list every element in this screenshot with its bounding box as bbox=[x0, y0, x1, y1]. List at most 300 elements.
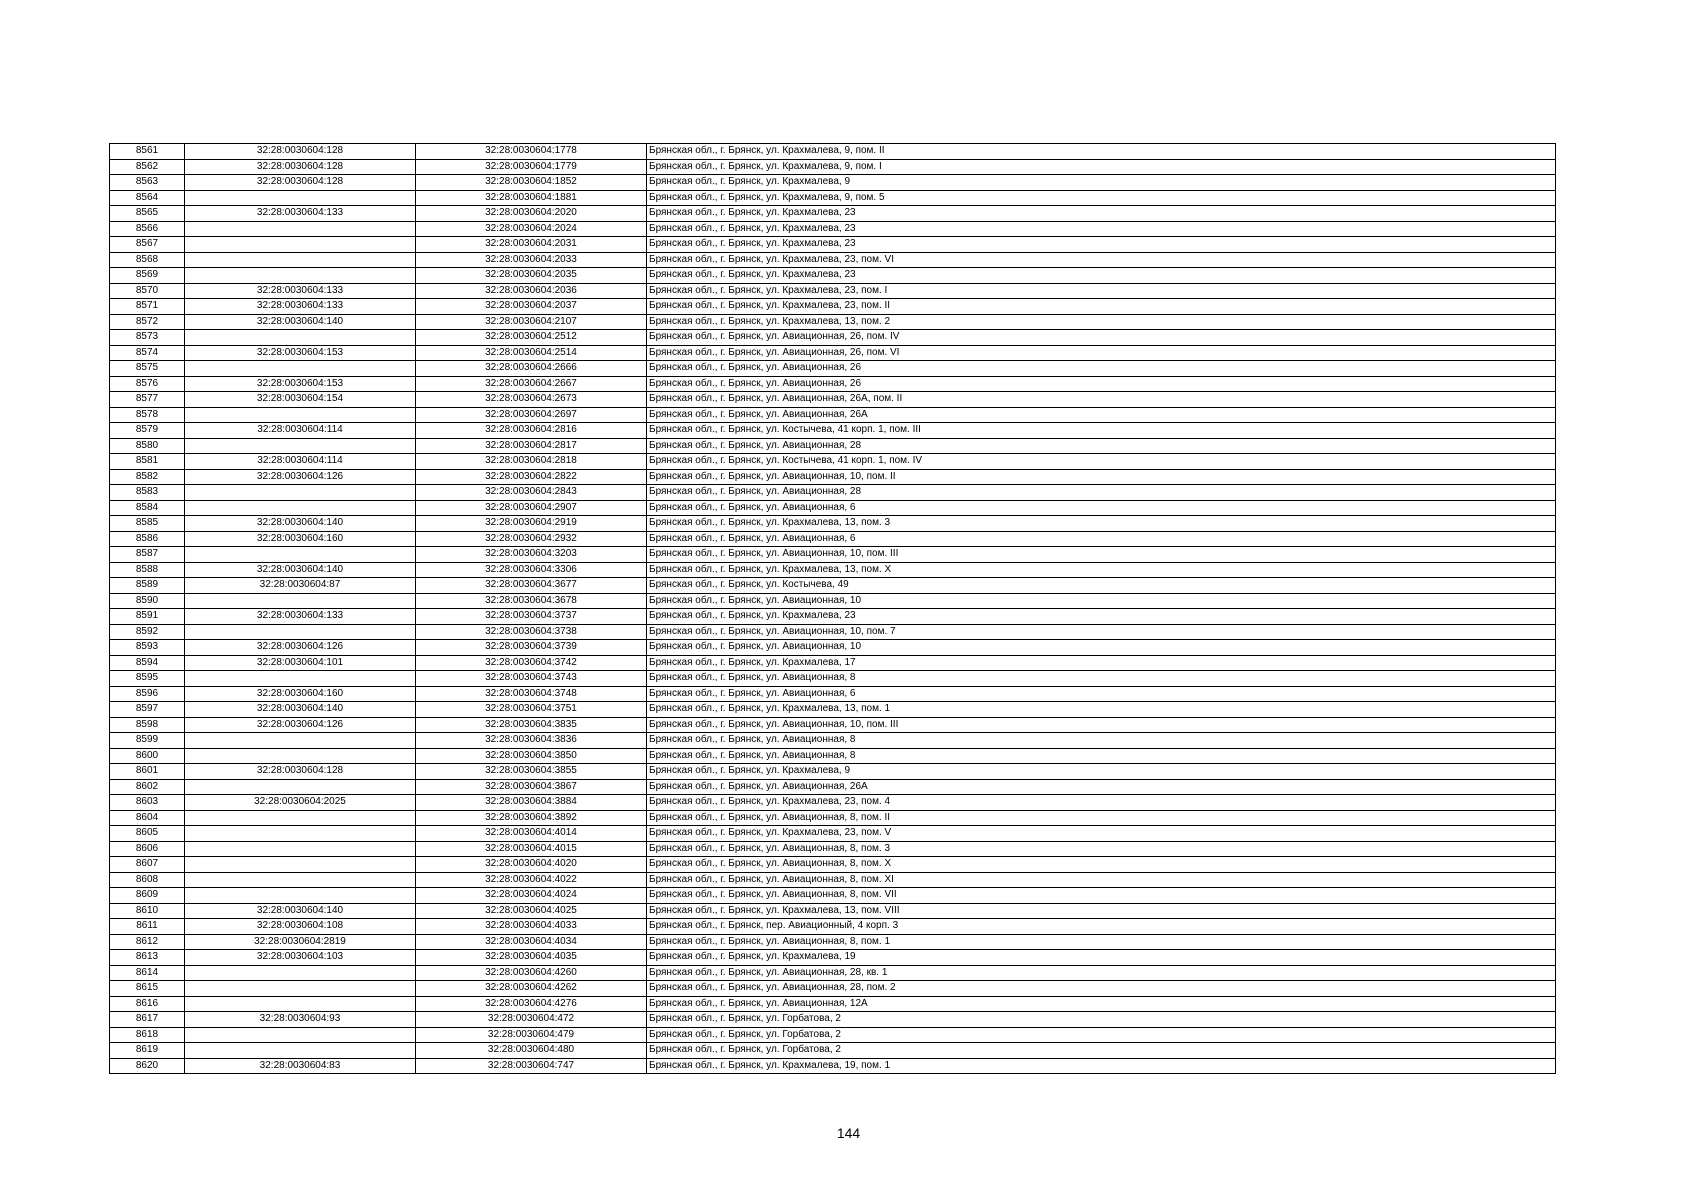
table-row bbox=[110, 407, 1556, 423]
table-row bbox=[110, 702, 1556, 718]
row-number-cell: 8620 bbox=[110, 1058, 185, 1074]
address-cell: Брянская обл., г. Брянск, ул. Костычева, 41 корп. 1, пом. III bbox=[647, 423, 1556, 439]
parent-cadastral-number-cell: 32:28:0030604:128 bbox=[185, 175, 416, 191]
row-number-cell: 8595 bbox=[110, 671, 185, 687]
address-cell: Брянская обл., г. Брянск, ул. Авиационная, 8, пом. II bbox=[647, 810, 1556, 826]
row-number-cell: 8616 bbox=[110, 996, 185, 1012]
parent-cadastral-number-cell: 32:28:0030604:101 bbox=[185, 655, 416, 671]
parent-cadastral-number-cell: 32:28:0030604:126 bbox=[185, 717, 416, 733]
table-row bbox=[110, 361, 1556, 377]
table-row bbox=[110, 671, 1556, 687]
table-row bbox=[110, 221, 1556, 237]
parent-cadastral-number-cell: 32:28:0030604:140 bbox=[185, 562, 416, 578]
address-cell: Брянская обл., г. Брянск, ул. Крахмалева, 9, пом. II bbox=[647, 144, 1556, 160]
table-row bbox=[110, 314, 1556, 330]
row-number-cell: 8568 bbox=[110, 252, 185, 268]
address-cell: Брянская обл., г. Брянск, ул. Авиационная, 10, пом. II bbox=[647, 469, 1556, 485]
table-row bbox=[110, 981, 1556, 997]
cadastral-number-cell: 32:28:0030604:4276 bbox=[416, 996, 647, 1012]
parent-cadastral-number-cell: 32:28:0030604:133 bbox=[185, 206, 416, 222]
table-row bbox=[110, 640, 1556, 656]
parent-cadastral-number-cell bbox=[185, 221, 416, 237]
row-number-cell: 8580 bbox=[110, 438, 185, 454]
row-number-cell: 8591 bbox=[110, 609, 185, 625]
cadastral-number-cell: 32:28:0030604:3742 bbox=[416, 655, 647, 671]
cadastral-number-cell: 32:28:0030604:3835 bbox=[416, 717, 647, 733]
address-cell: Брянская обл., г. Брянск, ул. Крахмалева, 23 bbox=[647, 268, 1556, 284]
cadastral-number-cell: 32:28:0030604:3892 bbox=[416, 810, 647, 826]
row-number-cell: 8610 bbox=[110, 903, 185, 919]
row-number-cell: 8577 bbox=[110, 392, 185, 408]
parent-cadastral-number-cell bbox=[185, 810, 416, 826]
parent-cadastral-number-cell bbox=[185, 500, 416, 516]
parent-cadastral-number-cell bbox=[185, 361, 416, 377]
parent-cadastral-number-cell bbox=[185, 624, 416, 640]
cadastral-number-cell: 32:28:0030604:2673 bbox=[416, 392, 647, 408]
table-row bbox=[110, 733, 1556, 749]
table-row bbox=[110, 376, 1556, 392]
cadastral-number-cell: 32:28:0030604:3743 bbox=[416, 671, 647, 687]
address-cell: Брянская обл., г. Брянск, ул. Крахмалева, 23 bbox=[647, 237, 1556, 253]
address-cell: Брянская обл., г. Брянск, ул. Авиационная, 26, пом. IV bbox=[647, 330, 1556, 346]
cadastral-number-cell: 32:28:0030604:1852 bbox=[416, 175, 647, 191]
row-number-cell: 8561 bbox=[110, 144, 185, 160]
parent-cadastral-number-cell bbox=[185, 407, 416, 423]
address-cell: Брянская обл., г. Брянск, ул. Авиационная, 8 bbox=[647, 733, 1556, 749]
parent-cadastral-number-cell: 32:28:0030604:140 bbox=[185, 903, 416, 919]
table-row bbox=[110, 764, 1556, 780]
row-number-cell: 8608 bbox=[110, 872, 185, 888]
row-number-cell: 8589 bbox=[110, 578, 185, 594]
cadastral-number-cell: 32:28:0030604:3751 bbox=[416, 702, 647, 718]
parent-cadastral-number-cell bbox=[185, 996, 416, 1012]
table-row bbox=[110, 841, 1556, 857]
cadastral-number-cell: 32:28:0030604:3867 bbox=[416, 779, 647, 795]
table-row bbox=[110, 934, 1556, 950]
parent-cadastral-number-cell bbox=[185, 268, 416, 284]
address-cell: Брянская обл., г. Брянск, ул. Крахмалева, 23, пом. II bbox=[647, 299, 1556, 315]
parent-cadastral-number-cell bbox=[185, 190, 416, 206]
cadastral-number-cell: 32:28:0030604:2512 bbox=[416, 330, 647, 346]
address-cell: Брянская обл., г. Брянск, ул. Авиационная, 10, пом. III bbox=[647, 717, 1556, 733]
cadastral-number-cell: 32:28:0030604:4260 bbox=[416, 965, 647, 981]
address-cell: Брянская обл., г. Брянск, ул. Авиационная, 8, пом. X bbox=[647, 857, 1556, 873]
address-cell: Брянская обл., г. Брянск, ул. Авиационная, 26 bbox=[647, 361, 1556, 377]
table-row bbox=[110, 190, 1556, 206]
table-row bbox=[110, 516, 1556, 532]
table-row bbox=[110, 454, 1556, 470]
row-number-cell: 8607 bbox=[110, 857, 185, 873]
row-number-cell: 8569 bbox=[110, 268, 185, 284]
address-cell: Брянская обл., г. Брянск, ул. Авиационная, 8 bbox=[647, 748, 1556, 764]
table-row bbox=[110, 547, 1556, 563]
table-row bbox=[110, 345, 1556, 361]
parent-cadastral-number-cell bbox=[185, 779, 416, 795]
row-number-cell: 8617 bbox=[110, 1012, 185, 1028]
cadastral-number-cell: 32:28:0030604:3678 bbox=[416, 593, 647, 609]
row-number-cell: 8605 bbox=[110, 826, 185, 842]
address-cell: Брянская обл., г. Брянск, ул. Авиационная, 6 bbox=[647, 686, 1556, 702]
cadastral-number-cell: 32:28:0030604:2843 bbox=[416, 485, 647, 501]
table-row bbox=[110, 392, 1556, 408]
cadastral-number-cell: 32:28:0030604:4020 bbox=[416, 857, 647, 873]
parent-cadastral-number-cell: 32:28:0030604:160 bbox=[185, 531, 416, 547]
row-number-cell: 8588 bbox=[110, 562, 185, 578]
parent-cadastral-number-cell: 32:28:0030604:128 bbox=[185, 144, 416, 160]
row-number-cell: 8566 bbox=[110, 221, 185, 237]
parent-cadastral-number-cell bbox=[185, 733, 416, 749]
row-number-cell: 8579 bbox=[110, 423, 185, 439]
address-cell: Брянская обл., г. Брянск, ул. Авиационная, 8 bbox=[647, 671, 1556, 687]
parent-cadastral-number-cell: 32:28:0030604:114 bbox=[185, 423, 416, 439]
cadastral-number-cell: 32:28:0030604:4034 bbox=[416, 934, 647, 950]
parent-cadastral-number-cell bbox=[185, 841, 416, 857]
cadastral-number-cell: 32:28:0030604:2816 bbox=[416, 423, 647, 439]
cadastral-number-cell: 32:28:0030604:3855 bbox=[416, 764, 647, 780]
address-cell: Брянская обл., г. Брянск, ул. Авиационная, 26 bbox=[647, 376, 1556, 392]
address-cell: Брянская обл., г. Брянск, ул. Авиационная, 26А bbox=[647, 407, 1556, 423]
row-number-cell: 8582 bbox=[110, 469, 185, 485]
row-number-cell: 8585 bbox=[110, 516, 185, 532]
cadastral-number-cell: 32:28:0030604:480 bbox=[416, 1043, 647, 1059]
address-cell: Брянская обл., г. Брянск, ул. Костычева, 41 корп. 1, пом. IV bbox=[647, 454, 1556, 470]
parent-cadastral-number-cell: 32:28:0030604:126 bbox=[185, 469, 416, 485]
cadastral-number-cell: 32:28:0030604:3850 bbox=[416, 748, 647, 764]
parent-cadastral-number-cell: 32:28:0030604:2819 bbox=[185, 934, 416, 950]
parent-cadastral-number-cell: 32:28:0030604:93 bbox=[185, 1012, 416, 1028]
parent-cadastral-number-cell: 32:28:0030604:128 bbox=[185, 159, 416, 175]
parent-cadastral-number-cell: 32:28:0030604:133 bbox=[185, 299, 416, 315]
address-cell: Брянская обл., г. Брянск, ул. Горбатова, 2 bbox=[647, 1012, 1556, 1028]
cadastral-number-cell: 32:28:0030604:2107 bbox=[416, 314, 647, 330]
table-row bbox=[110, 252, 1556, 268]
table-row bbox=[110, 655, 1556, 671]
address-cell: Брянская обл., г. Брянск, ул. Крахмалева, 23 bbox=[647, 609, 1556, 625]
table-row bbox=[110, 826, 1556, 842]
table-row bbox=[110, 469, 1556, 485]
table-row bbox=[110, 423, 1556, 439]
address-cell: Брянская обл., г. Брянск, ул. Крахмалева, 17 bbox=[647, 655, 1556, 671]
cadastral-number-cell: 32:28:0030604:747 bbox=[416, 1058, 647, 1074]
parent-cadastral-number-cell: 32:28:0030604:128 bbox=[185, 764, 416, 780]
cadastral-number-cell: 32:28:0030604:4014 bbox=[416, 826, 647, 842]
parent-cadastral-number-cell bbox=[185, 547, 416, 563]
table-row bbox=[110, 779, 1556, 795]
cadastral-number-cell: 32:28:0030604:2932 bbox=[416, 531, 647, 547]
address-cell: Брянская обл., г. Брянск, ул. Крахмалева, 19 bbox=[647, 950, 1556, 966]
parent-cadastral-number-cell bbox=[185, 593, 416, 609]
parent-cadastral-number-cell bbox=[185, 748, 416, 764]
table-row bbox=[110, 206, 1556, 222]
address-cell: Брянская обл., г. Брянск, ул. Авиационная, 10, пом. 7 bbox=[647, 624, 1556, 640]
cadastral-number-cell: 32:28:0030604:2666 bbox=[416, 361, 647, 377]
row-number-cell: 8586 bbox=[110, 531, 185, 547]
parent-cadastral-number-cell: 32:28:0030604:160 bbox=[185, 686, 416, 702]
address-cell: Брянская обл., г. Брянск, ул. Авиационная, 28, кв. 1 bbox=[647, 965, 1556, 981]
cadastral-number-cell: 32:28:0030604:2818 bbox=[416, 454, 647, 470]
table-row bbox=[110, 593, 1556, 609]
table-row bbox=[110, 903, 1556, 919]
cadastral-number-cell: 32:28:0030604:2919 bbox=[416, 516, 647, 532]
table-row bbox=[110, 810, 1556, 826]
row-number-cell: 8572 bbox=[110, 314, 185, 330]
row-number-cell: 8567 bbox=[110, 237, 185, 253]
cadastral-number-cell: 32:28:0030604:1779 bbox=[416, 159, 647, 175]
address-cell: Брянская обл., г. Брянск, ул. Авиационная, 8, пом. 1 bbox=[647, 934, 1556, 950]
parent-cadastral-number-cell bbox=[185, 981, 416, 997]
row-number-cell: 8584 bbox=[110, 500, 185, 516]
parent-cadastral-number-cell: 32:28:0030604:133 bbox=[185, 283, 416, 299]
table-row bbox=[110, 144, 1556, 160]
address-cell: Брянская обл., г. Брянск, ул. Авиационная, 8, пом. XI bbox=[647, 872, 1556, 888]
address-cell: Брянская обл., г. Брянск, ул. Крахмалева, 23, пом. 4 bbox=[647, 795, 1556, 811]
row-number-cell: 8609 bbox=[110, 888, 185, 904]
row-number-cell: 8618 bbox=[110, 1027, 185, 1043]
table-row bbox=[110, 996, 1556, 1012]
parent-cadastral-number-cell bbox=[185, 965, 416, 981]
address-cell: Брянская обл., г. Брянск, ул. Горбатова, 2 bbox=[647, 1027, 1556, 1043]
cadastral-number-cell: 32:28:0030604:2024 bbox=[416, 221, 647, 237]
registry-table bbox=[109, 143, 1556, 1074]
address-cell: Брянская обл., г. Брянск, ул. Крахмалева, 13, пом. VIII bbox=[647, 903, 1556, 919]
row-number-cell: 8578 bbox=[110, 407, 185, 423]
address-cell: Брянская обл., г. Брянск, ул. Крахмалева, 23, пом. VI bbox=[647, 252, 1556, 268]
address-cell: Брянская обл., г. Брянск, ул. Крахмалева, 13, пом. X bbox=[647, 562, 1556, 578]
table-row bbox=[110, 562, 1556, 578]
row-number-cell: 8574 bbox=[110, 345, 185, 361]
table-row bbox=[110, 175, 1556, 191]
address-cell: Брянская обл., г. Брянск, ул. Авиационная, 8, пом. 3 bbox=[647, 841, 1556, 857]
table-row bbox=[110, 950, 1556, 966]
parent-cadastral-number-cell bbox=[185, 330, 416, 346]
table-row bbox=[110, 624, 1556, 640]
row-number-cell: 8581 bbox=[110, 454, 185, 470]
address-cell: Брянская обл., г. Брянск, ул. Крахмалева, 23 bbox=[647, 206, 1556, 222]
cadastral-number-cell: 32:28:0030604:4024 bbox=[416, 888, 647, 904]
parent-cadastral-number-cell: 32:28:0030604:133 bbox=[185, 609, 416, 625]
cadastral-number-cell: 32:28:0030604:2697 bbox=[416, 407, 647, 423]
cadastral-number-cell: 32:28:0030604:4262 bbox=[416, 981, 647, 997]
address-cell: Брянская обл., г. Брянск, ул. Крахмалева, 13, пом. 2 bbox=[647, 314, 1556, 330]
cadastral-number-cell: 32:28:0030604:2035 bbox=[416, 268, 647, 284]
parent-cadastral-number-cell: 32:28:0030604:108 bbox=[185, 919, 416, 935]
cadastral-number-cell: 32:28:0030604:3737 bbox=[416, 609, 647, 625]
row-number-cell: 8590 bbox=[110, 593, 185, 609]
row-number-cell: 8603 bbox=[110, 795, 185, 811]
parent-cadastral-number-cell bbox=[185, 888, 416, 904]
table-row bbox=[110, 283, 1556, 299]
address-cell: Брянская обл., г. Брянск, ул. Авиационная, 6 bbox=[647, 531, 1556, 547]
parent-cadastral-number-cell bbox=[185, 252, 416, 268]
table-row bbox=[110, 1058, 1556, 1074]
row-number-cell: 8576 bbox=[110, 376, 185, 392]
address-cell: Брянская обл., г. Брянск, ул. Крахмалева, 9, пом. I bbox=[647, 159, 1556, 175]
row-number-cell: 8611 bbox=[110, 919, 185, 935]
row-number-cell: 8600 bbox=[110, 748, 185, 764]
parent-cadastral-number-cell bbox=[185, 671, 416, 687]
table-row bbox=[110, 965, 1556, 981]
cadastral-number-cell: 32:28:0030604:3884 bbox=[416, 795, 647, 811]
row-number-cell: 8604 bbox=[110, 810, 185, 826]
table-row bbox=[110, 299, 1556, 315]
table-row bbox=[110, 237, 1556, 253]
table-row bbox=[110, 748, 1556, 764]
table-row bbox=[110, 1043, 1556, 1059]
row-number-cell: 8613 bbox=[110, 950, 185, 966]
row-number-cell: 8570 bbox=[110, 283, 185, 299]
row-number-cell: 8612 bbox=[110, 934, 185, 950]
cadastral-number-cell: 32:28:0030604:3738 bbox=[416, 624, 647, 640]
row-number-cell: 8602 bbox=[110, 779, 185, 795]
cadastral-number-cell: 32:28:0030604:472 bbox=[416, 1012, 647, 1028]
cadastral-number-cell: 32:28:0030604:4033 bbox=[416, 919, 647, 935]
cadastral-number-cell: 32:28:0030604:4022 bbox=[416, 872, 647, 888]
table-row bbox=[110, 795, 1556, 811]
table-row bbox=[110, 578, 1556, 594]
registry-sheet bbox=[109, 143, 1555, 1074]
cadastral-number-cell: 32:28:0030604:2907 bbox=[416, 500, 647, 516]
address-cell: Брянская обл., г. Брянск, ул. Авиационная, 28 bbox=[647, 438, 1556, 454]
cadastral-number-cell: 32:28:0030604:3203 bbox=[416, 547, 647, 563]
cadastral-number-cell: 32:28:0030604:4035 bbox=[416, 950, 647, 966]
cadastral-number-cell: 32:28:0030604:2817 bbox=[416, 438, 647, 454]
address-cell: Брянская обл., г. Брянск, ул. Крахмалева, 9 bbox=[647, 764, 1556, 780]
address-cell: Брянская обл., г. Брянск, ул. Авиационная, 10 bbox=[647, 640, 1556, 656]
parent-cadastral-number-cell: 32:28:0030604:103 bbox=[185, 950, 416, 966]
table-row bbox=[110, 268, 1556, 284]
address-cell: Брянская обл., г. Брянск, ул. Костычева, 49 bbox=[647, 578, 1556, 594]
table-row bbox=[110, 330, 1556, 346]
table-row bbox=[110, 500, 1556, 516]
parent-cadastral-number-cell bbox=[185, 438, 416, 454]
table-row bbox=[110, 888, 1556, 904]
row-number-cell: 8565 bbox=[110, 206, 185, 222]
row-number-cell: 8587 bbox=[110, 547, 185, 563]
row-number-cell: 8615 bbox=[110, 981, 185, 997]
address-cell: Брянская обл., г. Брянск, пер. Авиационный, 4 корп. 3 bbox=[647, 919, 1556, 935]
cadastral-number-cell: 32:28:0030604:2036 bbox=[416, 283, 647, 299]
address-cell: Брянская обл., г. Брянск, ул. Авиационная, 28 bbox=[647, 485, 1556, 501]
cadastral-number-cell: 32:28:0030604:2514 bbox=[416, 345, 647, 361]
row-number-cell: 8597 bbox=[110, 702, 185, 718]
table-row bbox=[110, 717, 1556, 733]
row-number-cell: 8606 bbox=[110, 841, 185, 857]
table-row bbox=[110, 609, 1556, 625]
parent-cadastral-number-cell: 32:28:0030604:140 bbox=[185, 516, 416, 532]
row-number-cell: 8562 bbox=[110, 159, 185, 175]
row-number-cell: 8596 bbox=[110, 686, 185, 702]
address-cell: Брянская обл., г. Брянск, ул. Авиационная, 10, пом. III bbox=[647, 547, 1556, 563]
parent-cadastral-number-cell bbox=[185, 485, 416, 501]
address-cell: Брянская обл., г. Брянск, ул. Авиационная, 26А, пом. II bbox=[647, 392, 1556, 408]
table-row bbox=[110, 1027, 1556, 1043]
address-cell: Брянская обл., г. Брянск, ул. Крахмалева, 13, пом. 3 bbox=[647, 516, 1556, 532]
table-row bbox=[110, 857, 1556, 873]
parent-cadastral-number-cell: 32:28:0030604:153 bbox=[185, 345, 416, 361]
row-number-cell: 8594 bbox=[110, 655, 185, 671]
row-number-cell: 8598 bbox=[110, 717, 185, 733]
table-row bbox=[110, 1012, 1556, 1028]
address-cell: Брянская обл., г. Брянск, ул. Авиационная, 10 bbox=[647, 593, 1556, 609]
table-row bbox=[110, 438, 1556, 454]
parent-cadastral-number-cell bbox=[185, 237, 416, 253]
parent-cadastral-number-cell: 32:28:0030604:140 bbox=[185, 702, 416, 718]
registry-table-body bbox=[110, 144, 1556, 1074]
page-number: 144 bbox=[836, 1125, 861, 1141]
table-row bbox=[110, 531, 1556, 547]
parent-cadastral-number-cell: 32:28:0030604:154 bbox=[185, 392, 416, 408]
cadastral-number-cell: 32:28:0030604:2822 bbox=[416, 469, 647, 485]
row-number-cell: 8592 bbox=[110, 624, 185, 640]
table-row bbox=[110, 686, 1556, 702]
row-number-cell: 8593 bbox=[110, 640, 185, 656]
table-row bbox=[110, 159, 1556, 175]
address-cell: Брянская обл., г. Брянск, ул. Авиационная, 6 bbox=[647, 500, 1556, 516]
cadastral-number-cell: 32:28:0030604:4015 bbox=[416, 841, 647, 857]
address-cell: Брянская обл., г. Брянск, ул. Крахмалева, 9, пом. 5 bbox=[647, 190, 1556, 206]
row-number-cell: 8601 bbox=[110, 764, 185, 780]
address-cell: Брянская обл., г. Брянск, ул. Крахмалева, 23, пом. V bbox=[647, 826, 1556, 842]
cadastral-number-cell: 32:28:0030604:2667 bbox=[416, 376, 647, 392]
row-number-cell: 8571 bbox=[110, 299, 185, 315]
cadastral-number-cell: 32:28:0030604:3836 bbox=[416, 733, 647, 749]
parent-cadastral-number-cell: 32:28:0030604:2025 bbox=[185, 795, 416, 811]
cadastral-number-cell: 32:28:0030604:2037 bbox=[416, 299, 647, 315]
parent-cadastral-number-cell: 32:28:0030604:126 bbox=[185, 640, 416, 656]
parent-cadastral-number-cell: 32:28:0030604:87 bbox=[185, 578, 416, 594]
address-cell: Брянская обл., г. Брянск, ул. Крахмалева, 23, пом. I bbox=[647, 283, 1556, 299]
row-number-cell: 8614 bbox=[110, 965, 185, 981]
cadastral-number-cell: 32:28:0030604:2033 bbox=[416, 252, 647, 268]
parent-cadastral-number-cell: 32:28:0030604:140 bbox=[185, 314, 416, 330]
row-number-cell: 8575 bbox=[110, 361, 185, 377]
table-row bbox=[110, 485, 1556, 501]
address-cell: Брянская обл., г. Брянск, ул. Авиационная, 12А bbox=[647, 996, 1556, 1012]
row-number-cell: 8619 bbox=[110, 1043, 185, 1059]
address-cell: Брянская обл., г. Брянск, ул. Авиационная, 28, пом. 2 bbox=[647, 981, 1556, 997]
row-number-cell: 8583 bbox=[110, 485, 185, 501]
row-number-cell: 8563 bbox=[110, 175, 185, 191]
parent-cadastral-number-cell bbox=[185, 872, 416, 888]
cadastral-number-cell: 32:28:0030604:3748 bbox=[416, 686, 647, 702]
cadastral-number-cell: 32:28:0030604:3739 bbox=[416, 640, 647, 656]
parent-cadastral-number-cell bbox=[185, 826, 416, 842]
address-cell: Брянская обл., г. Брянск, ул. Горбатова, 2 bbox=[647, 1043, 1556, 1059]
row-number-cell: 8573 bbox=[110, 330, 185, 346]
address-cell: Брянская обл., г. Брянск, ул. Авиационная, 26, пом. VI bbox=[647, 345, 1556, 361]
parent-cadastral-number-cell bbox=[185, 857, 416, 873]
address-cell: Брянская обл., г. Брянск, ул. Авиационная, 8, пом. VII bbox=[647, 888, 1556, 904]
parent-cadastral-number-cell: 32:28:0030604:114 bbox=[185, 454, 416, 470]
table-row bbox=[110, 872, 1556, 888]
cadastral-number-cell: 32:28:0030604:2020 bbox=[416, 206, 647, 222]
address-cell: Брянская обл., г. Брянск, ул. Крахмалева, 23 bbox=[647, 221, 1556, 237]
cadastral-number-cell: 32:28:0030604:3306 bbox=[416, 562, 647, 578]
address-cell: Брянская обл., г. Брянск, ул. Крахмалева, 19, пом. 1 bbox=[647, 1058, 1556, 1074]
table-row bbox=[110, 919, 1556, 935]
cadastral-number-cell: 32:28:0030604:2031 bbox=[416, 237, 647, 253]
cadastral-number-cell: 32:28:0030604:1778 bbox=[416, 144, 647, 160]
row-number-cell: 8564 bbox=[110, 190, 185, 206]
address-cell: Брянская обл., г. Брянск, ул. Авиационная, 26А bbox=[647, 779, 1556, 795]
row-number-cell: 8599 bbox=[110, 733, 185, 749]
address-cell: Брянская обл., г. Брянск, ул. Крахмалева, 9 bbox=[647, 175, 1556, 191]
cadastral-number-cell: 32:28:0030604:4025 bbox=[416, 903, 647, 919]
parent-cadastral-number-cell bbox=[185, 1027, 416, 1043]
address-cell: Брянская обл., г. Брянск, ул. Крахмалева, 13, пом. 1 bbox=[647, 702, 1556, 718]
cadastral-number-cell: 32:28:0030604:479 bbox=[416, 1027, 647, 1043]
cadastral-number-cell: 32:28:0030604:1881 bbox=[416, 190, 647, 206]
